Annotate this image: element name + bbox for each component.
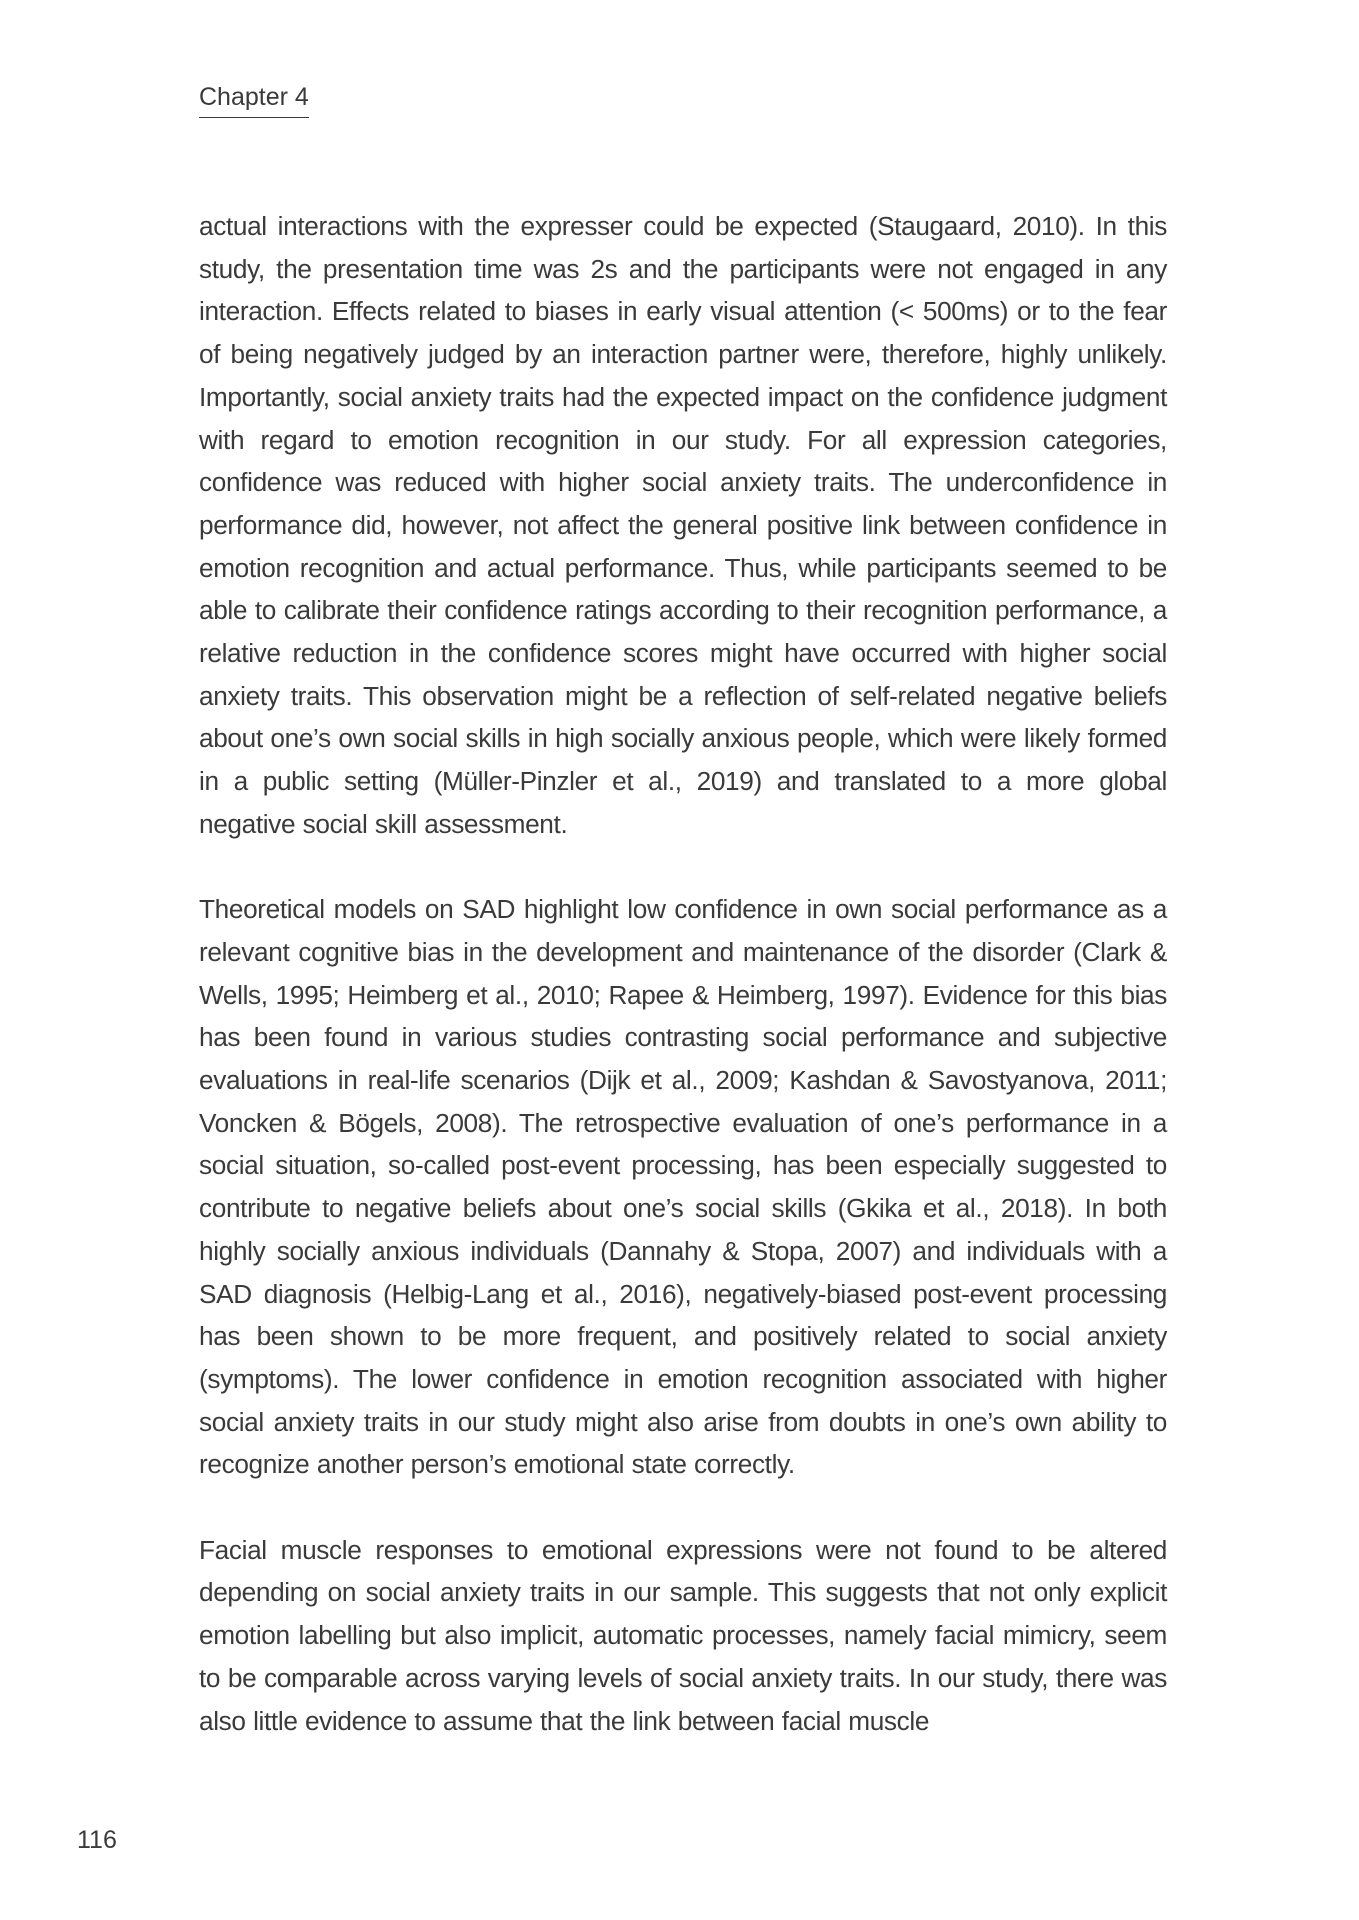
- paragraph-2: Theoretical models on SAD highlight low confidence in own social performance as a relevant cognitive bias in the development and maintenance of the disorder (Clark & Wells, 1995; Heimberg et al., 2010; Rapee & Heimberg, 1997). Evidence for this bias has been found in various studies contrasting social performance and subjective evaluations in real-life scenarios (Dijk et al., 2009; Kashdan & Savostyanova, 2011; Voncken & Bögels, 2008). The retrospective evaluation of one’s performance in a social situation, so-called post-event processing, has been especially suggested to contribute to negative beliefs about one’s social skills (Gkika et al., 2018). In both highly socially anxious individuals (Dannahy & Stopa, 2007) and individuals with a SAD diagnosis (Helbig-Lang et al., 2016), negatively-biased post-event processing has been shown to be more frequent, and positively related to social anxiety (symptoms). The lower confidence in emotion recognition associated with higher social anxiety traits in our study might also arise from doubts in one’s own ability to recognize another person’s emotional state correctly.: [199, 894, 1167, 1480]
- running-head-chapter: Chapter 4: [199, 80, 309, 118]
- paragraph-3: Facial muscle responses to emotional expressions were not found to be altered depending on social anxiety traits in our sample. This suggests that not only explicit emotion labelling but also implicit, automatic processes, namely facial mimicry, seem to be comparable across varying levels of social anxiety traits. In our study, there was also little evidence to assume that the link between facial muscle: [199, 1534, 1167, 1736]
- page-number: 116: [77, 1826, 117, 1854]
- paragraph-1: actual interactions with the expresser could be expected (Staugaard, 2010). In this study, the presentation time was 2s and the participants were not engaged in any interaction. Effects related to biases in early visual attention (< 500ms) or to the fear of being negatively judged by an interaction partner were, therefore, highly unlikely. Importantly, social anxiety traits had the expected impact on the confidence judgment with regard to emotion recognition in our study. For all expression categories, confidence was reduced with higher social anxiety traits. The underconfidence in performance did, however, not affect the general positive link between confidence in emotion recognition and actual performance. Thus, while participants seemed to be able to calibrate their confidence ratings according to their recognition performance, a relative reduction in the confidence scores might have occurred with higher social anxiety traits. This observation might be a reflection of self-related negative beliefs about one’s own social skills in high socially anxious people, which were likely formed in a public setting (Müller-Pinzler et al., 2019) and translated to a more global negative social skill assessment.: [199, 211, 1167, 839]
- body-text: [199, 205, 1167, 1742]
